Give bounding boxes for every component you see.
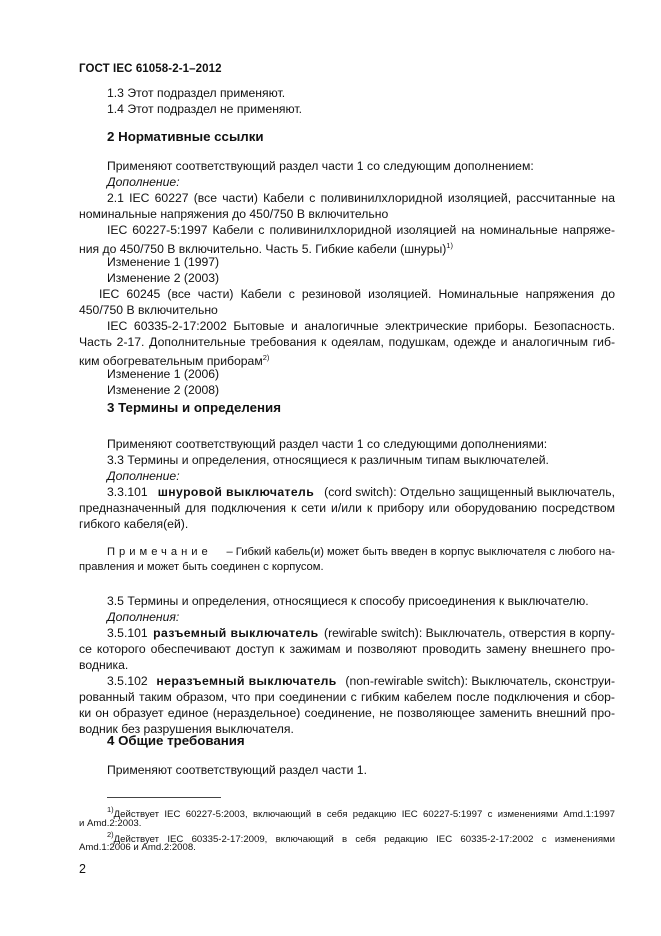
- term-3-3-101-line2: предназначенный для подключения к сети и/или к прибору или оборудованию посредством: [79, 501, 615, 515]
- footnote-separator: [107, 797, 221, 798]
- ref-iec-60335-line2: Часть 2-17. Дополнительные требования к одеялам, подушкам, одежде и аналогичным гиб-: [79, 335, 615, 349]
- term-3-5-101-definition-start: (rewirable switch): Выключатель, отверстия в корпу-: [324, 626, 615, 640]
- term-3-5-102-number: 3.5.102: [107, 674, 148, 688]
- term-3-3-101-number: 3.3.101: [107, 485, 148, 499]
- note-label: Примечание: [107, 546, 212, 558]
- page-number: 2: [79, 862, 86, 876]
- ref-iec-60335-line3: ким обогревательным приборам$^{2)}$: [79, 353, 270, 368]
- term-3-3-101-line1: [79, 484, 615, 500]
- term-3-3-101-definition-start: (cord switch): Отдельно защищенный выключатель,: [324, 485, 615, 499]
- clause-3-5: 3.5 Термины и определения, относящиеся к способу присоединения к выключателю.: [107, 594, 589, 608]
- footnote-2-line2: Amd.1:2006 и Amd.2:2008.: [79, 842, 196, 853]
- term-3-5-101-number: 3.5.101: [107, 626, 148, 640]
- section-3-intro: Применяют соответствующий раздел части 1 со следующими дополнениями:: [107, 437, 548, 451]
- term-3-5-101-line2: се которого обеспечивают доступ к зажимам и позволяют проводить замену внешнего про-: [79, 642, 615, 656]
- term-3-3-101-line3: гибкого кабеля(ей).: [79, 517, 189, 531]
- ref-iec-60245-line2: 450/750 В включительно: [79, 303, 218, 317]
- footnote-1-mark: 1): [107, 805, 114, 814]
- term-3-3-101-name: шнуровой выключатель: [157, 485, 315, 499]
- footnote-ref-2: 2): [262, 353, 270, 362]
- term-3-5-102-line3: ки он образует единое (нераздельное) соединение, не позволяющее заменить внешний про-: [79, 706, 615, 720]
- ref-iec-60227-5-amd1: Изменение 1 (1997): [107, 255, 220, 269]
- term-3-5-102-definition-start: (non-rewirable switch): Выключатель, сконструи-: [345, 674, 615, 688]
- ref-iec-60335-amd2: Изменение 2 (2008): [107, 383, 220, 397]
- clause-1-3: 1.3 Этот подраздел применяют.: [107, 86, 286, 100]
- section-2-heading: 2 Нормативные ссылки: [107, 129, 264, 144]
- section-4-heading: 4 Общие требования: [107, 733, 245, 748]
- note-line2: правления и может быть соединен с корпусом.: [79, 561, 324, 573]
- term-3-5-102-name: неразъемный выключатель: [156, 674, 337, 688]
- footnote-2-mark: 2): [107, 830, 114, 839]
- section-3-heading: 3 Термины и определения: [107, 400, 281, 415]
- term-3-5-101-line3: водника.: [79, 658, 129, 672]
- footnote-ref-1: 1): [446, 241, 453, 250]
- clause-3-3-addition-label: Дополнение:: [107, 469, 180, 483]
- ref-iec-60227-line2: номинальные напряжения до 450/750 В включительно: [79, 207, 389, 221]
- term-3-5-101-name: разъемный выключатель: [153, 626, 319, 640]
- ref-iec-60335-line1: IEC 60335-2-17:2002 Бытовые и аналогичные электрические приборы. Безопасность.: [107, 319, 615, 333]
- term-3-5-102-line2: рованный таким образом, что при соединении с гибким кабелем после подключения и сбор-: [79, 690, 615, 704]
- section-2-intro: Применяют соответствующий раздел части 1 со следующим дополнением:: [107, 159, 534, 173]
- note-line1: [79, 544, 615, 560]
- ref-iec-60227-5-line2: ния до 450/750 В включительно. Часть 5. Гибкие кабели (шнуры)$^{1)}$: [79, 241, 453, 256]
- term-3-5-102-line4: водник без разрушения выключателя.: [79, 722, 294, 736]
- term-3-5-102-line1: [79, 673, 615, 689]
- ref-iec-60227-5-amd2: Изменение 2 (2003): [107, 271, 220, 285]
- standard-designation: ГОСТ IEC 61058-2-1–2012: [79, 63, 222, 75]
- ref-iec-60227-5-line1: IEC 60227-5:1997 Кабели с поливинилхлоридной изоляцией на номинальные напряже-: [107, 223, 615, 237]
- footnote-1-line2: и Amd.2:2003.: [79, 818, 142, 829]
- clause-3-3: 3.3 Термины и определения, относящиеся к различным типам выключателей.: [107, 453, 549, 467]
- term-3-5-101-line1: [79, 625, 615, 641]
- section-2-addition-label: Дополнение:: [107, 175, 180, 189]
- ref-iec-60227-line1: 2.1 IEC 60227 (все части) Кабели с поливинилхлоридной изоляцией, рассчитанные на: [107, 191, 615, 205]
- ref-iec-60335-amd1: Изменение 1 (2006): [107, 367, 220, 381]
- ref-iec-60245-line1: IEC 60245 (все части) Кабели с резиновой изоляцией. Номинальные напряжения до: [99, 287, 615, 301]
- clause-1-4: 1.4 Этот подраздел не применяют.: [107, 102, 303, 116]
- section-4-intro: Применяют соответствующий раздел части 1.: [107, 763, 367, 777]
- footnote-1-line1: $^{1)}$Действует IEC 60227-5:2003, включающий в себя редакцию IEC 60227-5:1997 с изменениями Amd.1:1997: [107, 805, 615, 820]
- clause-3-5-additions-label: Дополнения:: [107, 610, 180, 624]
- note-text-start: – Гибкий кабель(и) может быть введен в корпус выключателя с любого на-: [226, 546, 615, 558]
- footnote-2-line1: $^{2)}$Действует IEC 60335-2-17:2009, включающий в себя редакцию IEC 60335-2-17:2002 с изменениями: [107, 830, 615, 845]
